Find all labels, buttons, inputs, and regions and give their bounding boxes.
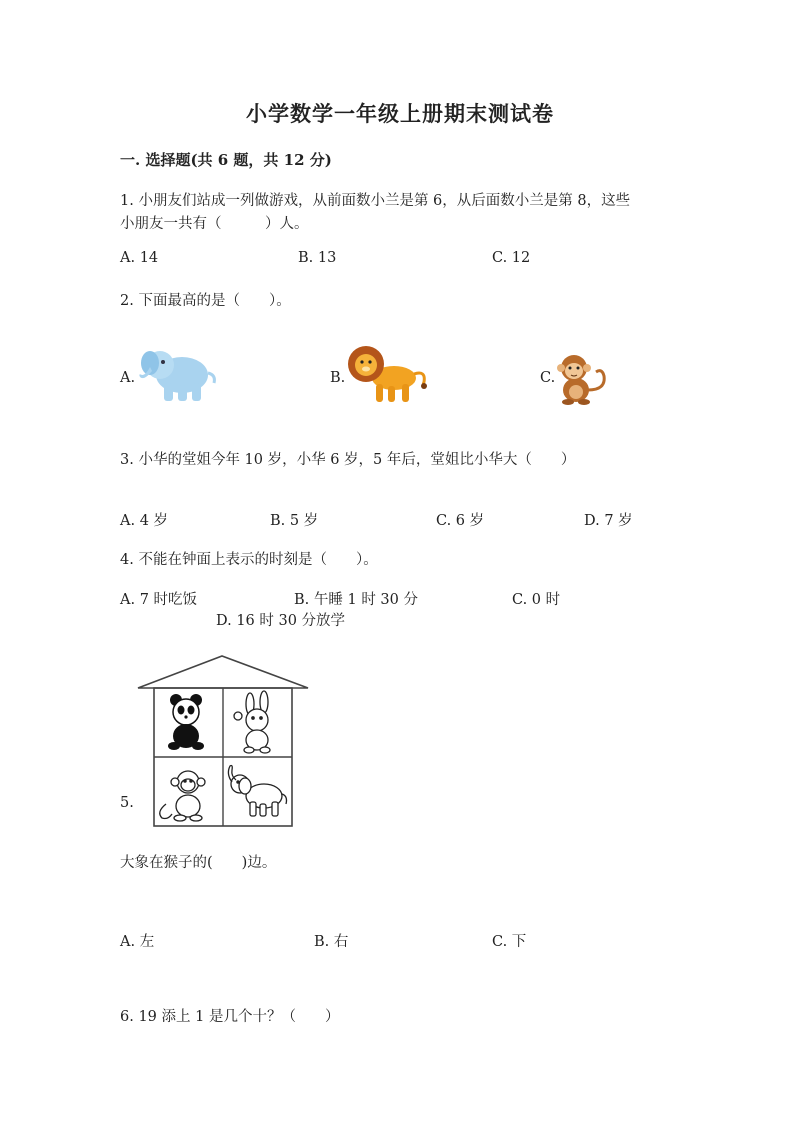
q4-option-a[interactable]: A. 7 时吃饭 [120, 592, 198, 608]
q3-option-d[interactable]: D. 7 岁 [584, 513, 633, 529]
question-1-line-1: 1. 小朋友们站成一列做游戏，从前面数小兰是第 6，从后面数小兰是第 8，这些 [120, 193, 631, 209]
question-5-number: 5. [120, 795, 134, 811]
monkey-icon [554, 350, 610, 406]
monkey-line-icon [160, 771, 205, 821]
question-4: 4. 不能在钟面上表示的时刻是（ ）。 [120, 552, 378, 568]
q1-option-c[interactable]: C. 12 [492, 250, 531, 266]
question-6: 6. 19 添上 1 是几个十？（ ） [120, 1009, 340, 1025]
question-1-line-2: 小朋友一共有（ ）人。 [120, 216, 309, 232]
q4-option-c[interactable]: C. 0 时 [512, 592, 561, 608]
house-grid-figure [136, 654, 310, 828]
q2-option-b[interactable]: B. [330, 370, 346, 386]
elephant-line-icon [228, 766, 286, 817]
page-title: 小学数学一年级上册期末测试卷 [246, 101, 554, 126]
q1-option-b[interactable]: B. 13 [298, 250, 337, 266]
question-3: 3. 小华的堂姐今年 10 岁，小华 6 岁，5 年后，堂姐比小华大（ ） [120, 452, 576, 468]
q5-option-a[interactable]: A. 左 [120, 934, 155, 950]
q2-option-a[interactable]: A. [120, 370, 136, 386]
q1-option-a[interactable]: A. 14 [120, 250, 159, 266]
q5-option-b[interactable]: B. 右 [314, 934, 349, 950]
question-5: 大象在猴子的( )边。 [120, 855, 277, 871]
elephant-icon [138, 345, 218, 405]
q3-option-a[interactable]: A. 4 岁 [120, 513, 169, 529]
question-2: 2. 下面最高的是（ ）。 [120, 293, 291, 309]
rabbit-icon [234, 691, 270, 753]
panda-icon [168, 694, 204, 750]
q4-option-d[interactable]: D. 16 时 30 分放学 [216, 613, 346, 629]
lion-icon [344, 340, 430, 406]
q5-option-c[interactable]: C. 下 [492, 934, 527, 950]
q3-option-c[interactable]: C. 6 岁 [436, 513, 485, 529]
section-heading: 一. 选择题(共 6 题，共 12 分) [120, 151, 332, 169]
q2-option-c[interactable]: C. [540, 370, 556, 386]
q4-option-b[interactable]: B. 午睡 1 时 30 分 [294, 592, 418, 608]
q3-option-b[interactable]: B. 5 岁 [270, 513, 319, 529]
